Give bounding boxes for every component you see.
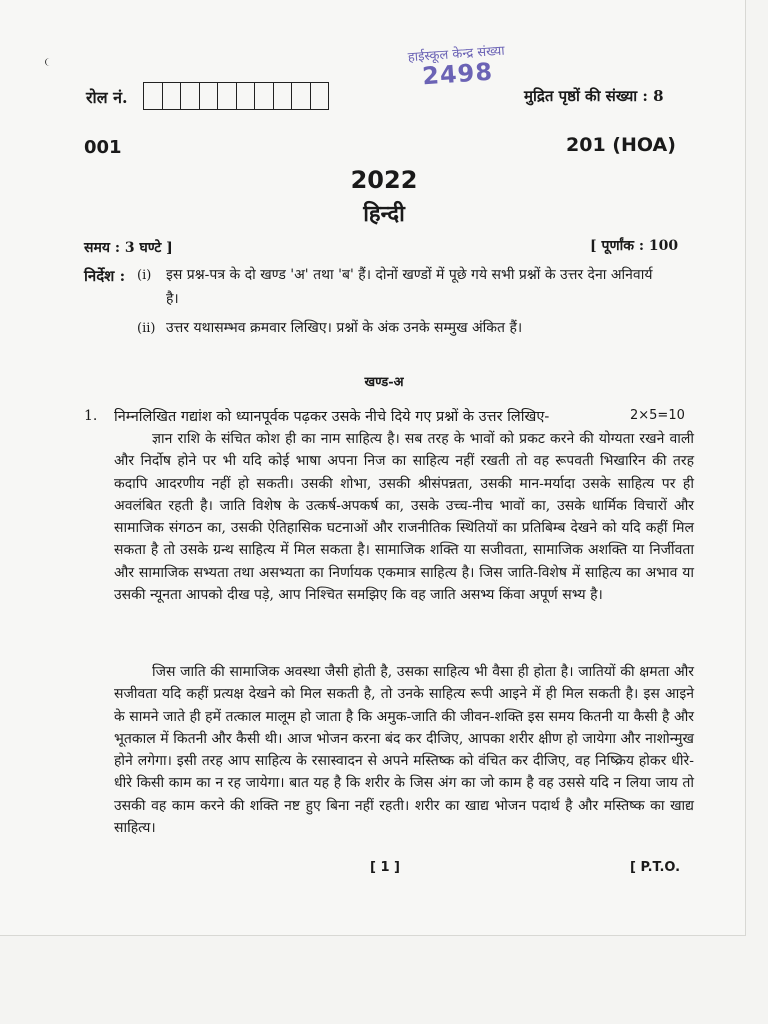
instruction-number: (i) bbox=[137, 268, 152, 283]
exam-year: 2022 bbox=[350, 166, 418, 194]
roll-number-box[interactable] bbox=[144, 83, 163, 109]
instruction-line: इस प्रश्न-पत्र के दो खण्ड 'अ' तथा 'ब' हैं। दोनों खण्डों में पूछे गये सभी प्रश्नों के उत्तर देना अनिवार्य bbox=[166, 267, 653, 283]
page-number: [ 1 ] bbox=[370, 860, 400, 875]
roll-number-box[interactable] bbox=[274, 83, 293, 109]
roll-number-box[interactable] bbox=[255, 83, 274, 109]
fold-mark bbox=[45, 58, 54, 66]
instruction-item bbox=[137, 318, 155, 339]
roll-number-box[interactable] bbox=[200, 83, 219, 109]
instructions-label: निर्देश : bbox=[84, 267, 126, 285]
question-text: निम्नलिखित गद्यांश को ध्यानपूर्वक पढ़कर उसके नीचे दिये गए प्रश्नों के उत्तर लिखिए- bbox=[114, 409, 550, 425]
roll-number-boxes[interactable] bbox=[143, 82, 329, 110]
paper-serial: 001 bbox=[84, 137, 122, 158]
section-title: खण्ड-अ bbox=[364, 375, 404, 390]
passage-paragraph bbox=[114, 428, 694, 606]
exam-duration: समय : 3 घण्टे ] bbox=[84, 240, 173, 256]
question-number: 1. bbox=[84, 408, 98, 424]
question-marks: 2×5=10 bbox=[630, 408, 685, 423]
roll-number-box[interactable] bbox=[237, 83, 256, 109]
stamp-number: 2498 bbox=[421, 57, 494, 91]
printed-pages-count: मुद्रित पृष्ठों की संख्या : 8 bbox=[524, 87, 664, 105]
paragraph-text: जिस जाति की सामाजिक अवस्था जैसी होती है, उसका साहित्य भी वैसा ही होता है। जातियों की क्षमता और सजीवता यदि कहीं प्रत्यक्ष देखने को मिल सकती है, तो उनके साहित्य रूपी आइने में ही मिल सकती है। इस आइने के सामने जाते ही हमें तत्काल मालूम हो जाता है कि अमुक-जाति की जीवन-शक्ति इस समय कितनी या कैसी है और भूतकाल में कितनी और कैसी थी। आज भोजन करना बंद कर दीजिए, आपका शरीर क्षीण हो जायेगा और नाशोन्मुख होने लगेगा। इसी तरह आप साहित्य के रसास्वादन से अपने मस्तिष्क को वंचित कर दीजिए, वह निष्क्रिय होकर धीरे-धीरे किसी काम का न रह जायेगा। बात यह है कि शरीर के जिस अंग का जो काम है वह उससे यदि न लिया जाय तो उसकी वह काम करने की शक्ति नष्ट हुए बिना नहीं रहती। शरीर का खाद्य भोजन पदार्थ है और मस्तिष्क का खाद्य साहित्य। bbox=[114, 664, 694, 837]
total-marks: [ पूर्णांक : 100 bbox=[590, 238, 679, 254]
instruction-item bbox=[137, 265, 151, 286]
instruction-line: है। bbox=[166, 291, 179, 307]
paragraph-text: ज्ञान राशि के संचित कोश ही का नाम साहित्य है। सब तरह के भावों को प्रकट करने की योग्यता रखने वाली और निर्दोष होने पर भी यदि कोई भाषा अपना निज का साहित्य नहीं रखती तो वह रूपवती भिखारिन की तरह कदापि आदरणीय नहीं हो सकती। उसकी शोभा, उसकी श्रीसंपन्नता, उसकी मान-मर्यादा उसके साहित्य पर ही अवलंबित रहती है। जाति विशेष के उत्कर्ष-अपकर्ष का, उसके उच्च-नीच भावों का, उसके धार्मिक विचारों और सामाजिक संगठन का, उसकी ऐतिहासिक घटनाओं और राजनीतिक स्थितियों का प्रतिबिम्ब देखने को यदि कहीं मिल सकता है तो उसके ग्रन्थ साहित्य में मिल सकता है। सामाजिक शक्ति या सजीवता, सामाजिक अशक्ति या निर्जीवता और सामाजिक सभ्यता तथा असभ्यता का निर्णायक एकमात्र साहित्य है। जिस जाति-विशेष में साहित्य का अभाव या उसकी न्यूनता आपको दीख पड़े, आप निश्चित समझिए कि वह जाति असभ्य किंवा अपूर्ण सभ्य है। bbox=[114, 431, 694, 604]
stamp-label: हाईस्कूल केन्द्र संख्या bbox=[407, 43, 506, 66]
please-turn-over: [ P.T.O. bbox=[630, 860, 681, 875]
roll-number-label: रोल नं. bbox=[86, 88, 128, 107]
passage-paragraph bbox=[114, 661, 694, 839]
instruction-number: (ii) bbox=[137, 321, 156, 336]
centre-stamp bbox=[391, 40, 524, 91]
instruction-line: उत्तर यथासम्भव क्रमवार लिखिए। प्रश्नों के अंक उनके सम्मुख अंकित हैं। bbox=[166, 320, 523, 336]
roll-number-box[interactable] bbox=[218, 83, 237, 109]
roll-number-box[interactable] bbox=[292, 83, 311, 109]
instruction-text bbox=[166, 265, 706, 309]
subject-title: हिन्दी bbox=[363, 201, 405, 227]
paper-code: 201 (HOA) bbox=[566, 134, 676, 156]
instruction-text bbox=[166, 318, 706, 338]
roll-number-box[interactable] bbox=[181, 83, 200, 109]
roll-number-box[interactable] bbox=[163, 83, 182, 109]
roll-number-box[interactable] bbox=[311, 83, 329, 109]
